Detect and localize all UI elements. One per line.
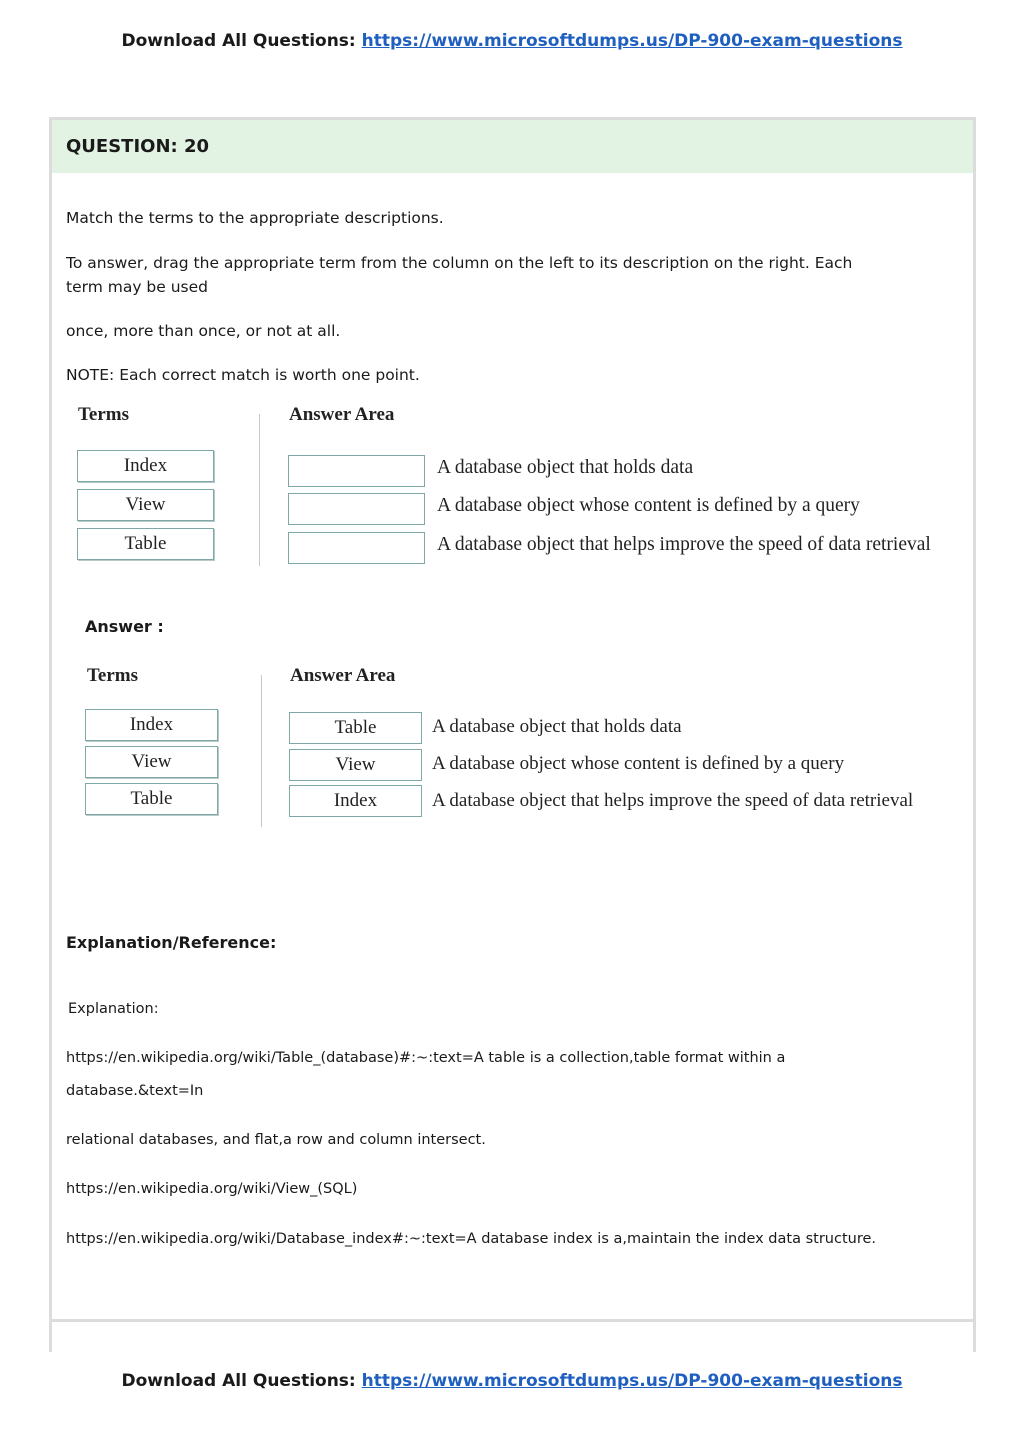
answer-area-label: Answer Area (290, 665, 396, 686)
reference-line-4: https://en.wikipedia.org/wiki/View_(SQL) (66, 1181, 358, 1197)
terms-label: Terms (87, 665, 139, 686)
description-2: A database object whose content is defined by a query (437, 495, 860, 516)
download-footer (0, 1371, 1024, 1391)
description-3: A database object that helps improve the speed of data retrieval (437, 534, 931, 555)
column-divider (261, 675, 262, 827)
drop-slot-2[interactable] (288, 493, 425, 525)
drop-slot-1[interactable] (288, 455, 425, 487)
download-prefix: Download All Questions: (121, 31, 356, 51)
description-2: A database object whose content is defined by a query (432, 753, 845, 774)
instruction-2b: term may be used (66, 278, 209, 296)
column-divider (259, 414, 260, 566)
term-view: View (85, 746, 218, 778)
term-table[interactable]: Table (77, 528, 214, 560)
term-index[interactable]: Index (77, 450, 214, 482)
term-index: Index (85, 709, 218, 741)
instruction-2a: To answer, drag the appropriate term from the column on the left to its description on the right. Each (66, 254, 853, 272)
explanation-label: Explanation: (68, 1001, 159, 1017)
explanation-heading: Explanation/Reference: (66, 933, 277, 952)
download-prefix: Download All Questions: (121, 1371, 356, 1391)
question-exhibit (66, 400, 971, 575)
download-link[interactable]: https://www.microsoftdumps.us/DP-900-exam-questions (361, 1371, 903, 1391)
next-card-edge (49, 1322, 976, 1352)
download-link[interactable]: https://www.microsoftdumps.us/DP-900-exam-questions (361, 31, 903, 51)
reference-line-2: database.&text=In (66, 1083, 204, 1099)
description-1: A database object that holds data (437, 457, 694, 478)
answer-slot-1: Table (289, 712, 422, 744)
reference-line-3: relational databases, and flat,a row and column intersect. (66, 1132, 486, 1148)
reference-line-5: https://en.wikipedia.org/wiki/Database_index#:~:text=A database index is a,maintain the index data structure. (66, 1231, 876, 1247)
reference-line-1: https://en.wikipedia.org/wiki/Table_(database)#:~:text=A table is a collection,table format within a (66, 1050, 786, 1066)
download-header (0, 31, 1024, 51)
terms-label: Terms (78, 404, 130, 425)
description-3: A database object that helps improve the speed of data retrieval (432, 790, 914, 811)
answer-area-label: Answer Area (289, 404, 395, 425)
term-view[interactable]: View (77, 489, 214, 521)
answer-exhibit (80, 660, 960, 835)
answer-slot-2: View (289, 749, 422, 781)
instruction-1: Match the terms to the appropriate descriptions. (66, 209, 444, 227)
question-header (52, 120, 973, 173)
instruction-3: once, more than once, or not at all. (66, 322, 341, 340)
term-table: Table (85, 783, 218, 815)
description-1: A database object that holds data (432, 716, 682, 737)
drop-slot-3[interactable] (288, 532, 425, 564)
instruction-note: NOTE: Each correct match is worth one point. (66, 366, 420, 384)
answer-label: Answer : (85, 617, 164, 636)
question-title: QUESTION: 20 (66, 136, 210, 157)
answer-slot-3: Index (289, 785, 422, 817)
